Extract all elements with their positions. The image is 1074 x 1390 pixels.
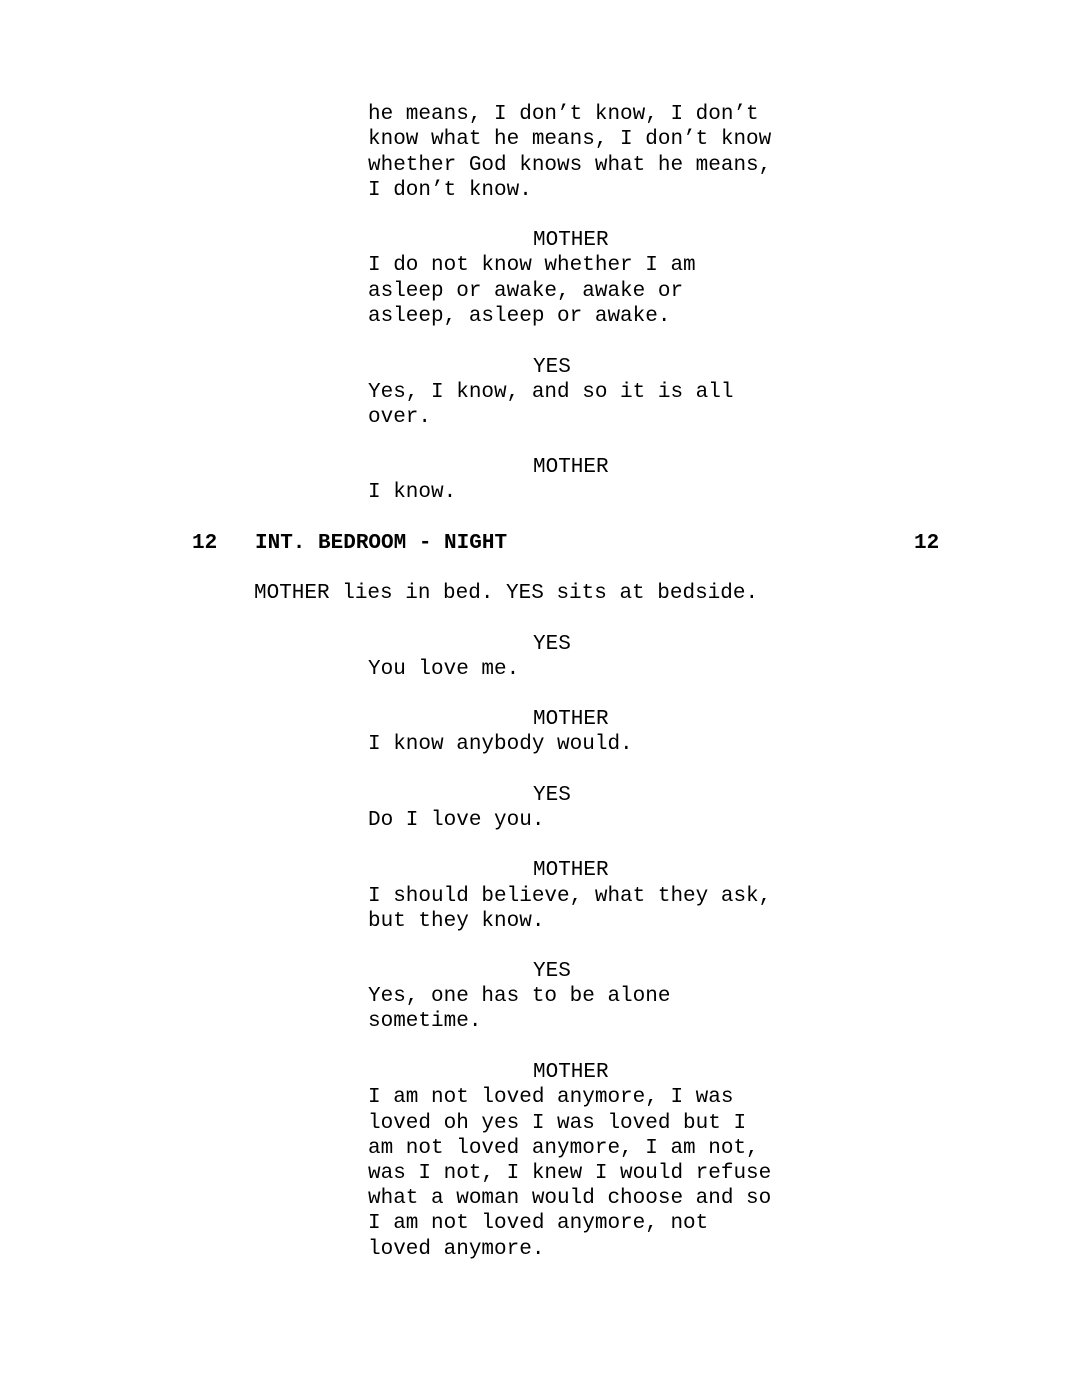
dialogue-line: I do not know whether I am xyxy=(368,254,696,277)
dialogue-line: You love me. xyxy=(368,658,520,681)
dialogue-line: what a woman would choose and so xyxy=(368,1187,772,1210)
dialogue-line: loved oh yes I was loved but I xyxy=(368,1112,747,1135)
character-name: MOTHER xyxy=(533,708,609,731)
character-name: YES xyxy=(533,356,571,379)
scene-number-left: 12 xyxy=(192,532,218,555)
dialogue-line: I am not loved anymore, not xyxy=(368,1212,709,1235)
character-name: MOTHER xyxy=(533,859,609,882)
dialogue-line: I know anybody would. xyxy=(368,733,633,756)
action-line: MOTHER lies in bed. YES sits at bedside. xyxy=(254,582,759,605)
dialogue-line: I know. xyxy=(368,481,457,504)
dialogue-line: Yes, I know, and so it is all xyxy=(368,381,734,404)
dialogue-line: know what he means, I don’t know xyxy=(368,128,772,151)
character-name: MOTHER xyxy=(533,229,609,252)
dialogue-line: loved anymore. xyxy=(368,1238,545,1261)
dialogue-line: I don’t know. xyxy=(368,179,532,202)
character-name: MOTHER xyxy=(533,1061,609,1084)
dialogue-line: I am not loved anymore, I was xyxy=(368,1086,734,1109)
dialogue-line: I should believe, what they ask, xyxy=(368,885,772,908)
dialogue-line: was I not, I knew I would refuse xyxy=(368,1162,772,1185)
dialogue-line: sometime. xyxy=(368,1010,482,1033)
dialogue-line: Yes, one has to be alone xyxy=(368,985,671,1008)
dialogue-line: but they know. xyxy=(368,910,545,933)
scene-number-right: 12 xyxy=(914,532,940,555)
scene-heading: INT. BEDROOM - NIGHT xyxy=(255,532,508,555)
character-name: YES xyxy=(533,784,571,807)
dialogue-line: am not loved anymore, I am not, xyxy=(368,1137,759,1160)
character-name: YES xyxy=(533,633,571,656)
dialogue-line: whether God knows what he means, xyxy=(368,154,772,177)
dialogue-line: he means, I don’t know, I don’t xyxy=(368,103,759,126)
dialogue-line: asleep or awake, awake or xyxy=(368,280,684,303)
dialogue-line: over. xyxy=(368,406,432,429)
dialogue-line: asleep, asleep or awake. xyxy=(368,305,671,328)
character-name: YES xyxy=(533,960,571,983)
character-name: MOTHER xyxy=(533,456,609,479)
dialogue-line: Do I love you. xyxy=(368,809,545,832)
